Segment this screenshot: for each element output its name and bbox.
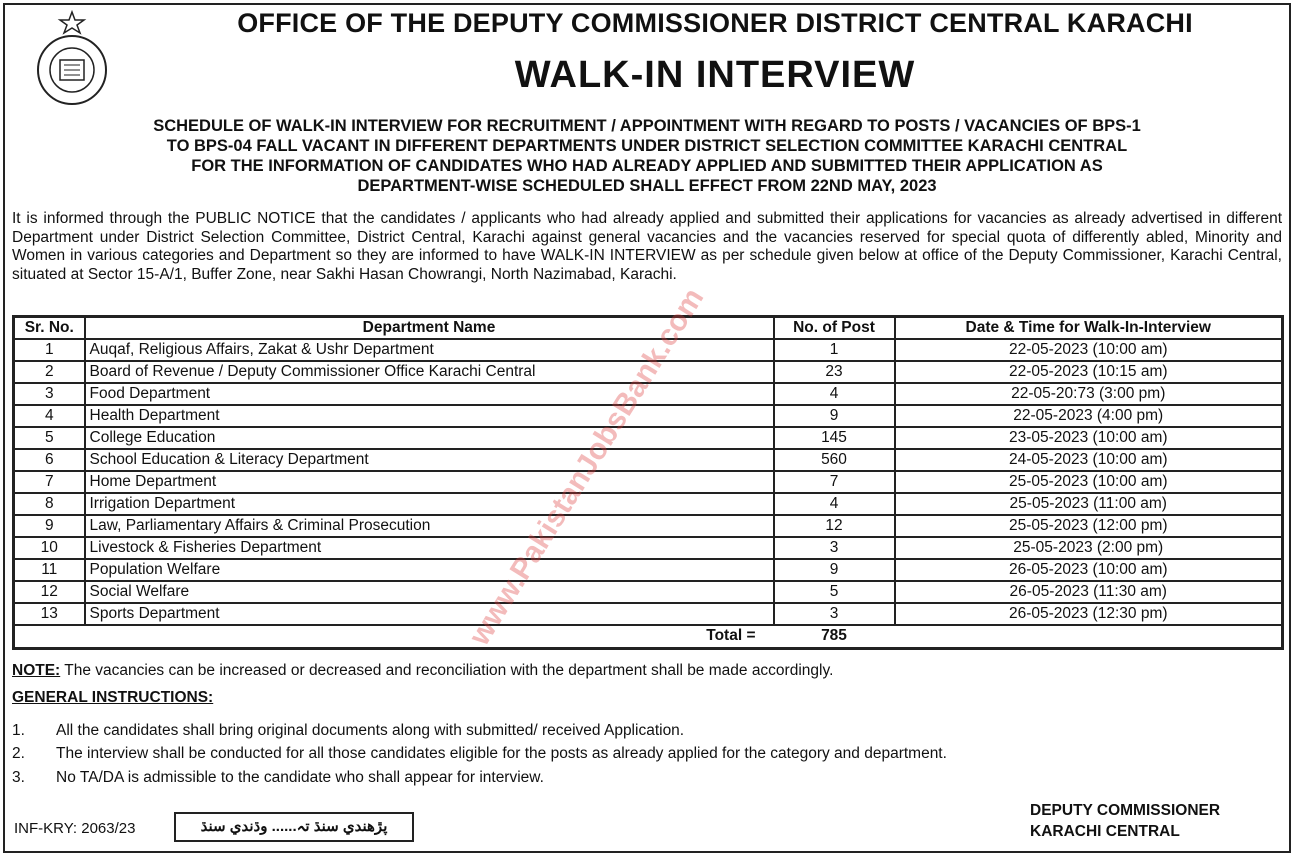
general-instructions-title: GENERAL INSTRUCTIONS:: [12, 689, 214, 706]
no-of-post: 145: [774, 427, 895, 449]
sr-no: 5: [14, 427, 85, 449]
sr-no: 1: [14, 339, 85, 361]
instruction-number: 3.: [12, 769, 25, 786]
instruction-number: 1.: [12, 722, 25, 739]
schedule-line: FOR THE INFORMATION OF CANDIDATES WHO HAD ALREADY APPLIED AND SUBMITTED THEIR APPLICATION AS: [191, 157, 1103, 175]
total-value: 785: [821, 627, 847, 645]
department-name: College Education: [85, 427, 774, 449]
department-name: Sports Department: [85, 603, 774, 625]
signatory-office: KARACHI CENTRAL: [1030, 823, 1180, 840]
interview-date-time: 25-05-2023 (10:00 am): [895, 471, 1283, 493]
sr-no: 13: [14, 603, 85, 625]
table-row: [14, 603, 1283, 625]
interview-date-time: 25-05-2023 (12:00 pm): [895, 515, 1283, 537]
schedule-line: DEPARTMENT-WISE SCHEDULED SHALL EFFECT FROM 22ND MAY, 2023: [357, 177, 937, 195]
no-of-post: 23: [774, 361, 895, 383]
no-of-post: 1: [774, 339, 895, 361]
table-row: [14, 537, 1283, 559]
no-of-post: 7: [774, 471, 895, 493]
instruction-number: 2.: [12, 745, 25, 762]
instruction-item: [12, 722, 684, 740]
header-date-time: Date & Time for Walk-In-Interview: [895, 317, 1283, 339]
department-name: Social Welfare: [85, 581, 774, 603]
sr-no: 2: [14, 361, 85, 383]
sindh-government-emblem-icon: [24, 10, 120, 108]
sr-no: 3: [14, 383, 85, 405]
interview-schedule-table: [12, 315, 1284, 650]
schedule-line: TO BPS-04 FALL VACANT IN DIFFERENT DEPARTMENTS UNDER DISTRICT SELECTION COMMITTEE KARACHI CENTRAL: [166, 137, 1128, 155]
table-row: [14, 581, 1283, 603]
interview-date-time: 25-05-2023 (2:00 pm): [895, 537, 1283, 559]
sr-no: 10: [14, 537, 85, 559]
table-row: [14, 427, 1283, 449]
table-row: [14, 449, 1283, 471]
sr-no: 12: [14, 581, 85, 603]
table-row: [14, 471, 1283, 493]
department-name: Population Welfare: [85, 559, 774, 581]
sr-no: 8: [14, 493, 85, 515]
department-name: Livestock & Fisheries Department: [85, 537, 774, 559]
interview-date-time: 22-05-20:73 (3:00 pm): [895, 383, 1283, 405]
table-row: [14, 493, 1283, 515]
ad-heading: WALK-IN INTERVIEW: [514, 54, 916, 96]
interview-date-time: 23-05-2023 (10:00 am): [895, 427, 1283, 449]
interview-date-time: 26-05-2023 (10:00 am): [895, 559, 1283, 581]
signatory-title: DEPUTY COMMISSIONER: [1030, 802, 1221, 819]
schedule-heading: [0, 116, 1294, 196]
table-row: [14, 339, 1283, 361]
public-notice-paragraph: It is informed through the PUBLIC NOTICE that the candidates / applicants who had already applied and submitted their applications for vacancies as already advertised in different Department under District Selection Committee, District Central, Karachi against general vacancies and the vacancies reserved for special quota of differently abled, Minority and Women in various categories and Department so they are informed to have WALK-IN INTERVIEW as per schedule given below at office of the Deputy Commissioner, Karachi Central, situated at Sector 15-A/1, Buffer Zone, near Sakhi Hasan Chowrangi, North Nazimabad, Karachi.: [12, 210, 1282, 283]
no-of-post: 4: [774, 493, 895, 515]
department-name: Health Department: [85, 405, 774, 427]
signatory: [1030, 800, 1220, 842]
interview-date-time: 22-05-2023 (10:15 am): [895, 361, 1283, 383]
header-department: Department Name: [85, 317, 774, 339]
sr-no: 9: [14, 515, 85, 537]
sr-no: 11: [14, 559, 85, 581]
instruction-text: The interview shall be conducted for all those candidates eligible for the posts as already applied for the category and department.: [56, 745, 947, 762]
no-of-post: 12: [774, 515, 895, 537]
no-of-post: 3: [774, 537, 895, 559]
no-of-post: 5: [774, 581, 895, 603]
total-row: [14, 625, 1283, 649]
instruction-text: No TA/DA is admissible to the candidate who shall appear for interview.: [56, 769, 544, 786]
sr-no: 4: [14, 405, 85, 427]
table-row: [14, 559, 1283, 581]
sr-no: 6: [14, 449, 85, 471]
department-name: Home Department: [85, 471, 774, 493]
schedule-line: SCHEDULE OF WALK-IN INTERVIEW FOR RECRUITMENT / APPOINTMENT WITH REGARD TO POSTS / VACANCIES OF BPS-1: [153, 117, 1141, 135]
office-title: OFFICE OF THE DEPUTY COMMISSIONER DISTRICT CENTRAL KARACHI: [237, 8, 1193, 38]
department-name: Irrigation Department: [85, 493, 774, 515]
interview-date-time: 26-05-2023 (12:30 pm): [895, 603, 1283, 625]
total-label: Total =: [706, 627, 756, 645]
table-row: [14, 515, 1283, 537]
table-row: [14, 405, 1283, 427]
watermark: www.PakistanJobsBank.com: [462, 282, 711, 652]
sindhi-slogan-box: پڙهندي سنڌ تہ...... وڌندي سنڌ: [174, 812, 414, 842]
table-row: [14, 383, 1283, 405]
interview-date-time: 22-05-2023 (10:00 am): [895, 339, 1283, 361]
department-name: Law, Parliamentary Affairs & Criminal Prosecution: [85, 515, 774, 537]
instruction-item: [12, 745, 947, 763]
department-name: Auqaf, Religious Affairs, Zakat & Ushr Department: [85, 339, 774, 361]
interview-date-time: 26-05-2023 (11:30 am): [895, 581, 1283, 603]
reference-number: INF-KRY: 2063/23: [14, 820, 136, 837]
note-label: NOTE:: [12, 662, 61, 679]
header-posts: No. of Post: [774, 317, 895, 339]
instruction-item: [12, 769, 544, 787]
no-of-post: 3: [774, 603, 895, 625]
header-sr-no: Sr. No.: [14, 317, 85, 339]
no-of-post: 560: [774, 449, 895, 471]
sr-no: 7: [14, 471, 85, 493]
note: [12, 662, 833, 680]
interview-date-time: 22-05-2023 (4:00 pm): [895, 405, 1283, 427]
no-of-post: 9: [774, 559, 895, 581]
instruction-text: All the candidates shall bring original documents along with submitted/ received Application.: [56, 722, 685, 739]
department-name: Food Department: [85, 383, 774, 405]
no-of-post: 4: [774, 383, 895, 405]
interview-date-time: 24-05-2023 (10:00 am): [895, 449, 1283, 471]
interview-date-time: 25-05-2023 (11:00 am): [895, 493, 1283, 515]
note-text: The vacancies can be increased or decreased and reconciliation with the department shall be made accordingly.: [60, 662, 834, 679]
table-row: [14, 361, 1283, 383]
department-name: Board of Revenue / Deputy Commissioner Office Karachi Central: [85, 361, 774, 383]
department-name: School Education & Literacy Department: [85, 449, 774, 471]
no-of-post: 9: [774, 405, 895, 427]
